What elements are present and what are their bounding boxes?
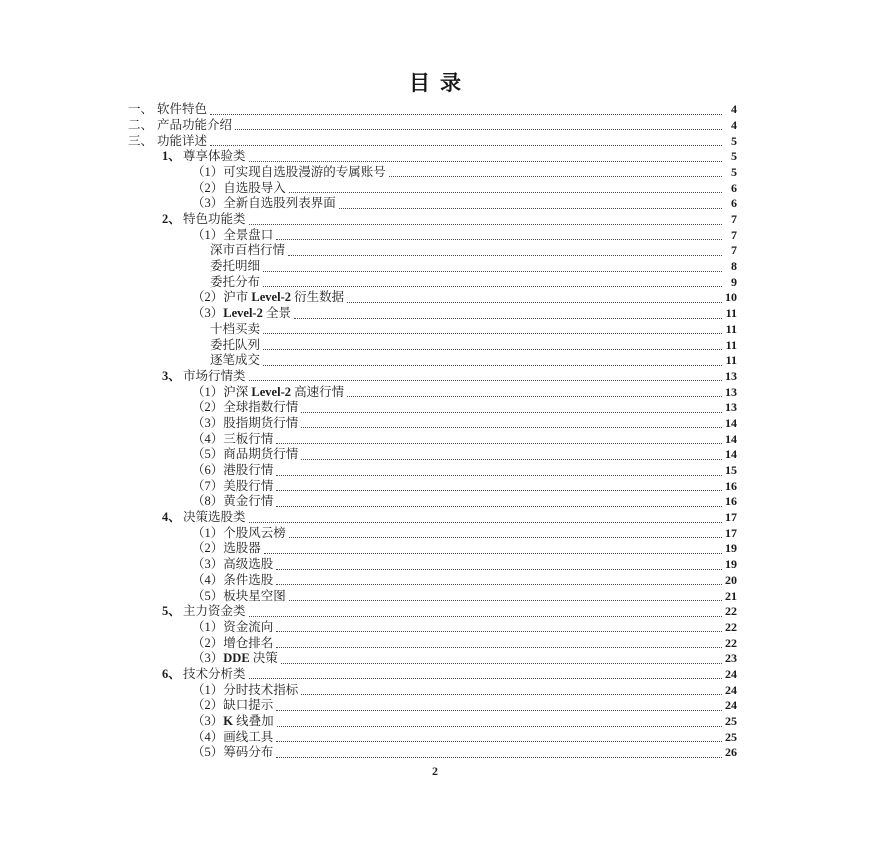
toc-entry-label: 软件特色 <box>157 102 208 117</box>
toc-entry-number: （4） <box>192 729 224 744</box>
dotted-leader <box>276 631 722 632</box>
dotted-leader <box>276 475 722 476</box>
toc-entry-number: 5、 <box>162 604 181 619</box>
toc-entry-page: 8 <box>731 259 737 274</box>
toc-entry-page: 7 <box>731 227 737 242</box>
dotted-leader <box>301 459 722 460</box>
toc-entry-label: 十档买卖 <box>210 321 261 336</box>
toc-entry-page: 13 <box>725 400 737 415</box>
dotted-leader <box>276 710 722 711</box>
toc-entry-label: 三板行情 <box>223 431 274 446</box>
page-title: 目录 <box>409 71 471 95</box>
toc-entry-number: （7） <box>192 478 224 493</box>
toc-entry-number: （3） <box>192 196 224 211</box>
toc-entry-number: 三、 <box>128 133 154 148</box>
toc-entry-label: 条件选股 <box>223 572 274 587</box>
toc-entry-label: 筹码分布 <box>223 745 274 760</box>
toc-entry-number: 4、 <box>162 510 181 525</box>
toc-entry-page: 21 <box>725 588 737 603</box>
toc-entry-number: （2） <box>192 698 224 713</box>
toc-entry-label: 特色功能类 <box>183 212 246 226</box>
toc-entry-page: 16 <box>725 478 737 493</box>
toc-entry[interactable] <box>128 526 737 542</box>
dotted-leader <box>249 224 722 225</box>
dotted-leader <box>276 741 722 742</box>
toc-entry-label: 个股风云榜 <box>223 525 286 540</box>
toc-entry-label: 全新自选股列表界面 <box>223 196 336 211</box>
dotted-leader <box>235 129 722 130</box>
toc-entry-page: 14 <box>725 415 737 430</box>
toc-entry-page: 11 <box>725 306 737 321</box>
toc-entry[interactable] <box>128 557 737 573</box>
dotted-leader <box>249 161 722 162</box>
toc-entry[interactable] <box>128 369 737 385</box>
toc-entry-label: 自选股导入 <box>223 180 286 195</box>
toc-entry-page: 6 <box>731 180 737 195</box>
toc-entry-label: 高级选股 <box>223 557 274 572</box>
toc-entry-number: （1） <box>192 525 224 540</box>
toc-entry[interactable] <box>128 133 737 149</box>
toc-entry[interactable] <box>128 243 737 259</box>
toc-entry[interactable] <box>128 447 737 463</box>
toc-entry-page: 4 <box>731 117 737 132</box>
toc-entry[interactable] <box>128 306 737 322</box>
dotted-leader <box>263 333 722 334</box>
toc-entry-number: 一、 <box>128 102 154 117</box>
toc-entry-number: （4） <box>192 431 224 446</box>
toc-entry-page: 22 <box>725 635 737 650</box>
toc-entry-number: （2） <box>192 400 224 415</box>
toc-entry-number: （2） <box>192 290 224 305</box>
toc-entry-page: 25 <box>725 729 737 744</box>
toc-entry[interactable] <box>128 667 737 683</box>
toc-entry-number: 3、 <box>162 368 181 383</box>
toc-entry-number: （1） <box>192 164 224 179</box>
toc-entry-page: 14 <box>725 431 737 446</box>
toc-entry-number: （2） <box>192 635 224 650</box>
toc-entry-label: 产品功能介绍 <box>157 117 233 132</box>
toc-entry-label: 分时技术指标 <box>223 682 299 697</box>
toc-entry-page: 5 <box>731 133 737 148</box>
toc-entry-page: 19 <box>725 541 737 556</box>
toc-entry[interactable] <box>128 510 737 526</box>
toc-entry-number: （5） <box>192 745 224 760</box>
dotted-leader <box>301 694 722 695</box>
toc-entry[interactable] <box>128 479 737 495</box>
toc-entry-page: 26 <box>725 745 737 760</box>
toc-entry[interactable] <box>128 494 737 510</box>
toc-entry-label: 主力资金类 <box>183 604 246 619</box>
toc-entry-label: 功能详述 <box>157 133 208 148</box>
toc-entry-page: 19 <box>725 557 737 572</box>
toc-entry[interactable] <box>128 149 737 165</box>
toc-entry-number: 1、 <box>162 149 181 164</box>
toc-entry-number: （6） <box>192 463 224 477</box>
toc-entry-page: 11 <box>725 321 737 336</box>
toc-entry-page: 4 <box>731 102 737 117</box>
toc-entry-page: 5 <box>731 149 737 164</box>
toc-entry-label: 市场行情类 <box>183 368 246 383</box>
toc-list <box>128 102 737 761</box>
toc-entry[interactable] <box>128 259 737 275</box>
toc-entry-label: Level-2 全景 <box>223 306 291 321</box>
dotted-leader <box>249 678 722 679</box>
toc-entry-number: （1） <box>192 384 224 399</box>
toc-entry[interactable] <box>128 620 737 636</box>
toc-entry-page: 16 <box>725 494 737 509</box>
toc-entry-label: 商品期货行情 <box>223 447 299 462</box>
footer-page-number: 2 <box>432 764 438 778</box>
toc-entry-label: 增仓排名 <box>223 635 274 650</box>
dotted-leader <box>289 192 722 193</box>
dotted-leader <box>347 302 722 303</box>
toc-entry-label: 全球指数行情 <box>223 400 299 415</box>
toc-entry-page: 7 <box>731 243 737 258</box>
dotted-leader <box>249 380 722 381</box>
toc-entry-page: 22 <box>725 604 737 619</box>
toc-entry-page: 6 <box>731 196 737 211</box>
toc-entry-label: K 线叠加 <box>223 714 274 728</box>
dotted-leader <box>263 349 722 350</box>
toc-entry-label: 画线工具 <box>223 729 274 744</box>
dotted-leader <box>276 506 722 507</box>
toc-entry[interactable] <box>128 165 737 181</box>
toc-entry-label: 决策选股类 <box>183 510 246 525</box>
toc-entry-page: 11 <box>725 337 737 352</box>
toc-entry[interactable] <box>128 604 737 620</box>
dotted-leader <box>276 490 722 491</box>
toc-entry-page: 13 <box>725 368 737 383</box>
dotted-leader <box>347 396 722 397</box>
dotted-leader <box>281 663 722 664</box>
toc-entry-number: （1） <box>192 227 224 242</box>
dotted-leader <box>294 318 722 319</box>
toc-entry-number: （3） <box>192 651 224 666</box>
toc-entry-label: 股指期货行情 <box>223 415 299 430</box>
toc-entry-number: （1） <box>192 619 224 634</box>
toc-entry[interactable] <box>128 745 737 761</box>
toc-entry-label: 可实现自选股漫游的专属账号 <box>223 164 386 179</box>
toc-entry-label: 选股器 <box>223 541 261 556</box>
dotted-leader <box>276 569 722 570</box>
dotted-leader <box>249 522 722 523</box>
toc-entry-number: 6、 <box>162 666 181 681</box>
toc-entry-number: （4） <box>192 572 224 587</box>
dotted-leader <box>276 757 722 758</box>
toc-entry[interactable] <box>128 541 737 557</box>
toc-entry-label: 缺口提示 <box>223 698 274 713</box>
toc-entry-label: 委托明细 <box>210 259 261 274</box>
toc-entry-number: （3） <box>192 306 224 321</box>
toc-entry[interactable] <box>128 431 737 447</box>
toc-entry[interactable] <box>128 573 737 589</box>
toc-entry-label: 资金流向 <box>223 619 274 634</box>
dotted-leader <box>276 584 722 585</box>
toc-entry[interactable] <box>128 651 737 667</box>
dotted-leader <box>339 208 722 209</box>
dotted-leader <box>301 412 722 413</box>
dotted-leader <box>289 600 722 601</box>
dotted-leader <box>263 365 722 366</box>
toc-entry-label: 技术分析类 <box>183 666 246 681</box>
toc-entry[interactable] <box>128 384 737 400</box>
toc-entry[interactable] <box>128 698 737 714</box>
toc-entry-number: （2） <box>192 180 224 195</box>
toc-entry[interactable] <box>128 196 737 212</box>
toc-entry-label: 沪深 Level-2 高速行情 <box>223 384 345 399</box>
dotted-leader <box>288 255 722 256</box>
toc-entry[interactable] <box>128 322 737 338</box>
toc-entry[interactable] <box>128 118 737 134</box>
toc-entry-label: 深市百档行情 <box>210 243 286 258</box>
toc-entry-label: 港股行情 <box>223 463 274 477</box>
dotted-leader <box>210 114 722 115</box>
toc-entry-page: 11 <box>725 353 737 368</box>
toc-entry-number: （3） <box>192 557 224 572</box>
toc-entry-label: 逐笔成交 <box>210 353 261 368</box>
toc-entry[interactable] <box>128 416 737 432</box>
toc-entry-page: 17 <box>725 525 737 540</box>
toc-entry-label: 黄金行情 <box>223 494 274 509</box>
toc-entry-page: 24 <box>725 682 737 697</box>
toc-entry[interactable] <box>128 228 737 244</box>
toc-entry-label: DDE 决策 <box>223 651 278 666</box>
dotted-leader <box>210 145 722 146</box>
toc-entry[interactable] <box>128 400 737 416</box>
toc-entry-page: 13 <box>725 384 737 399</box>
toc-entry[interactable] <box>128 180 737 196</box>
toc-entry[interactable] <box>128 730 737 746</box>
toc-entry-number: （2） <box>192 541 224 556</box>
toc-entry-label: 委托队列 <box>210 337 261 352</box>
toc-entry-label: 全景盘口 <box>223 227 274 242</box>
dotted-leader <box>389 176 722 177</box>
toc-entry-number: 二、 <box>128 117 154 132</box>
toc-entry[interactable] <box>128 635 737 651</box>
dotted-leader <box>276 443 722 444</box>
toc-entry-page: 14 <box>725 447 737 462</box>
toc-entry-page: 22 <box>725 619 737 634</box>
toc-entry[interactable] <box>128 290 737 306</box>
toc-entry[interactable] <box>128 275 737 291</box>
toc-entry-number: （5） <box>192 447 224 462</box>
toc-entry-label: 板块星空图 <box>223 588 286 603</box>
toc-entry-page: 15 <box>725 463 737 477</box>
toc-entry-page: 9 <box>731 274 737 289</box>
dotted-leader <box>276 239 722 240</box>
toc-entry[interactable] <box>128 102 737 118</box>
toc-entry[interactable] <box>128 714 737 730</box>
toc-entry-page: 20 <box>725 572 737 587</box>
dotted-leader <box>263 271 722 272</box>
toc-entry-page: 5 <box>731 164 737 179</box>
toc-entry[interactable] <box>128 337 737 353</box>
dotted-leader <box>289 537 722 538</box>
toc-entry[interactable] <box>128 212 737 228</box>
toc-entry-label: 沪市 Level-2 衍生数据 <box>223 290 345 305</box>
toc-entry-page: 25 <box>725 714 737 728</box>
dotted-leader <box>249 616 722 617</box>
toc-entry-page: 24 <box>725 666 737 681</box>
toc-entry[interactable] <box>128 588 737 604</box>
toc-entry-page: 23 <box>725 651 737 666</box>
toc-entry[interactable] <box>128 682 737 698</box>
toc-entry-page: 7 <box>731 212 737 226</box>
dotted-leader <box>301 427 722 428</box>
toc-entry-number: （8） <box>192 494 224 509</box>
toc-entry-page: 10 <box>725 290 737 305</box>
toc-entry[interactable] <box>128 463 737 479</box>
toc-entry-number: 2、 <box>162 212 181 226</box>
dotted-leader <box>277 726 722 727</box>
toc-entry-page: 17 <box>725 510 737 525</box>
toc-entry[interactable] <box>128 353 737 369</box>
dotted-leader <box>264 553 722 554</box>
dotted-leader <box>263 286 722 287</box>
toc-entry-label: 美股行情 <box>223 478 274 493</box>
toc-entry-number: （3） <box>192 714 224 728</box>
toc-entry-number: （5） <box>192 588 224 603</box>
dotted-leader <box>276 647 722 648</box>
toc-entry-number: （1） <box>192 682 224 697</box>
toc-entry-number: （3） <box>192 415 224 430</box>
toc-entry-page: 24 <box>725 698 737 713</box>
toc-entry-label: 尊享体验类 <box>183 149 246 164</box>
toc-entry-label: 委托分布 <box>210 274 261 289</box>
